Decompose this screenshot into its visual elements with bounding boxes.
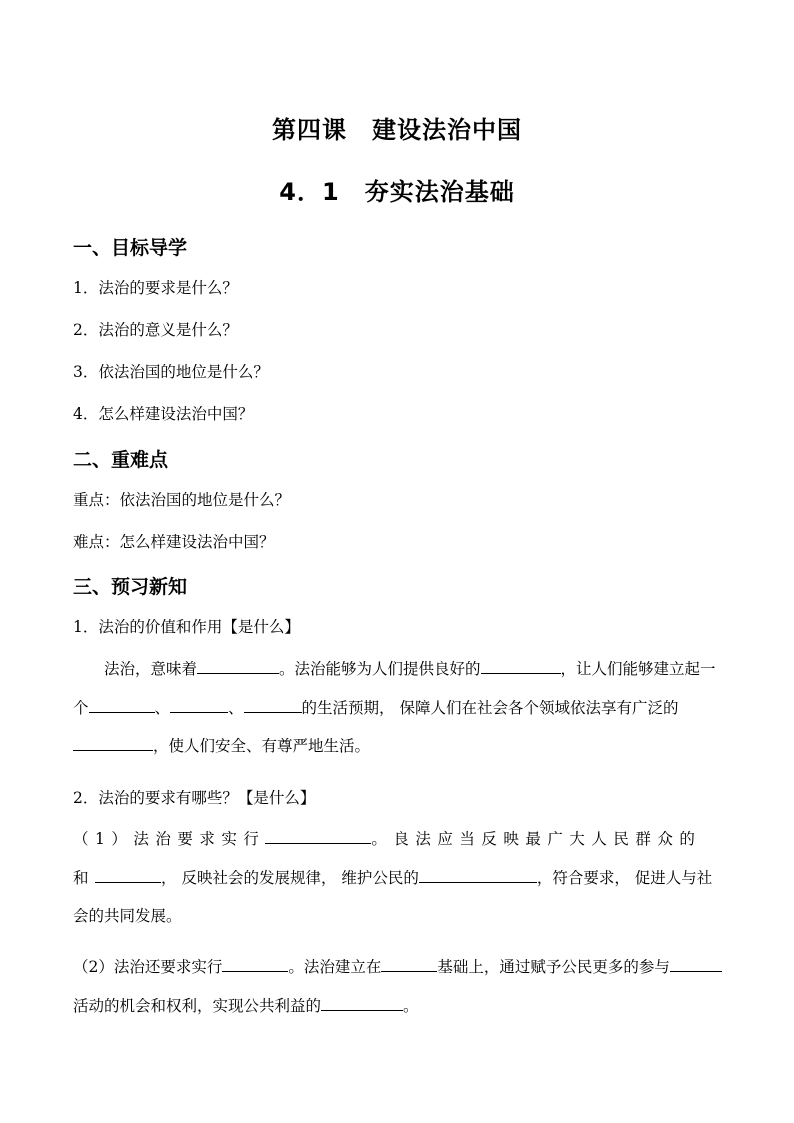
fill-blank[interactable] xyxy=(670,957,722,972)
fill-blank[interactable] xyxy=(222,957,288,972)
fill-blank[interactable] xyxy=(481,659,561,674)
fill-blank[interactable] xyxy=(244,698,302,713)
difficult-point: 难点：怎么样建设法治中国？ xyxy=(73,533,275,551)
fill-blank[interactable] xyxy=(95,868,161,883)
heading-goals: 一、目标导学 xyxy=(73,237,188,259)
fill-blank[interactable] xyxy=(73,736,153,751)
key-point: 重点：依法治国的地位是什么？ xyxy=(73,491,291,509)
fill-blank[interactable] xyxy=(170,698,228,713)
fill-blank[interactable] xyxy=(381,957,437,972)
fill-blank[interactable] xyxy=(321,996,403,1011)
paragraph-requirement-2: （2）法治还要求实行 。法治建立在 基础上，通过赋予公民更多的参与活动的机会和权利，实现公共利益的 。 xyxy=(73,948,723,1025)
fill-blank[interactable] xyxy=(419,868,537,883)
goal-item: 1．法治的要求是什么？ xyxy=(73,279,238,297)
paragraph-value: 法治，意味着 。法治能够为人们提供良好的 ，让人们能够建立起一个 、 、 的生活预期， 保障人们在社会各个领域依法享有广泛的，使人们安全、有尊严地生活。 xyxy=(73,660,716,755)
goal-item: 4．怎么样建设法治中国？ xyxy=(73,405,254,423)
question-2: 2．法治的要求有哪些？【是什么】 xyxy=(73,789,316,807)
heading-preview: 三、预习新知 xyxy=(73,576,188,598)
lesson-title: 第四课 建设法治中国 xyxy=(272,116,522,144)
question-1: 1．法治的价值和作用【是什么】 xyxy=(73,618,300,636)
paragraph-requirement-1: （1）法治要求实行 。良法应当反映最广大人民群众的和 ， 反映社会的发展规律， 维护公民的 ，符合要求， 促进人与社会的共同发展。 xyxy=(73,830,713,925)
goal-item: 3．依法治国的地位是什么？ xyxy=(73,363,269,381)
fill-blank[interactable] xyxy=(89,698,155,713)
goal-item: 2．法治的意义是什么？ xyxy=(73,321,238,339)
fill-blank[interactable] xyxy=(265,829,371,844)
fill-blank[interactable] xyxy=(197,659,279,674)
section-title: 4．1 夯实法治基础 xyxy=(279,178,515,206)
heading-key-points: 二、重难点 xyxy=(73,449,169,471)
